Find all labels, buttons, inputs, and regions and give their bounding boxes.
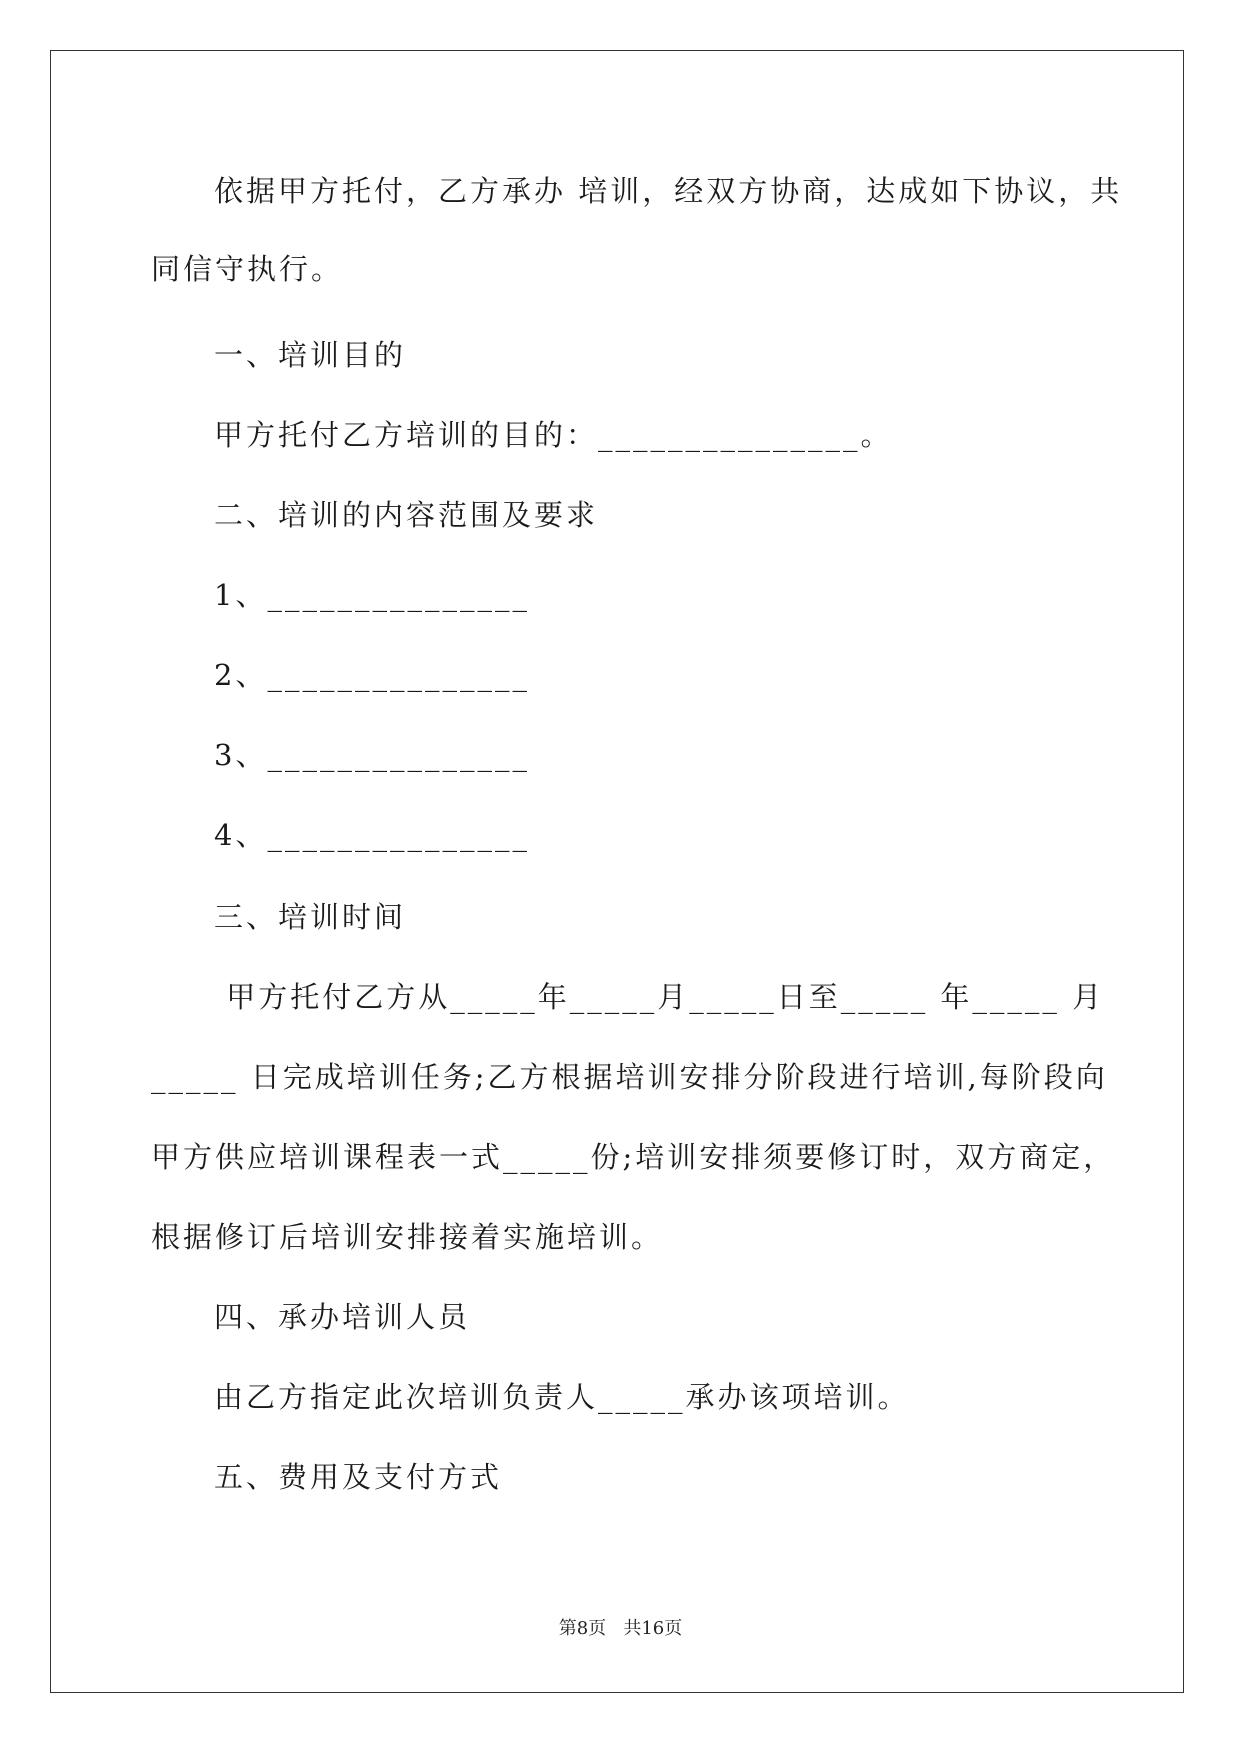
section-heading-2: 二、培训的内容范围及要求 (214, 498, 599, 532)
list-item-4: 4、_______________ (214, 818, 530, 852)
page-frame (50, 50, 1184, 1693)
paragraph-intro-line-2: 同信守执行。 (151, 252, 344, 286)
staff-line: 由乙方指定此次培训负责人_____承办该项培训。 (214, 1380, 910, 1414)
purpose-line: 甲方托付乙方培训的目的：_______________。 (214, 418, 893, 452)
section-heading-3: 三、培训时间 (214, 900, 407, 934)
section-heading-1: 一、培训目的 (214, 338, 407, 372)
time-paragraph-line-4: 根据修订后培训安排接着实施培训。 (151, 1220, 664, 1254)
time-paragraph-line-3: 甲方供应培训课程表一式_____份;培训安排须要修订时，双方商定， (151, 1140, 1116, 1174)
section-heading-4: 四、承办培训人员 (214, 1300, 471, 1334)
time-paragraph-line-1: 甲方托付乙方从_____年_____月_____日至_____ 年_____ 月 (214, 980, 1105, 1014)
page-number-footer: 第8页 共16页 (558, 1618, 683, 1639)
time-paragraph-line-2: _____ 日完成培训任务;乙方根据培训安排分阶段进行培训,每阶段向 (151, 1060, 1108, 1094)
list-item-2: 2、_______________ (214, 658, 530, 692)
list-item-1: 1、_______________ (214, 578, 530, 612)
list-item-3: 3、_______________ (214, 738, 530, 772)
paragraph-intro-line-1: 依据甲方托付，乙方承办 培训，经双方协商，达成如下协议，共 (214, 174, 1123, 208)
section-heading-5: 五、费用及支付方式 (214, 1460, 503, 1494)
